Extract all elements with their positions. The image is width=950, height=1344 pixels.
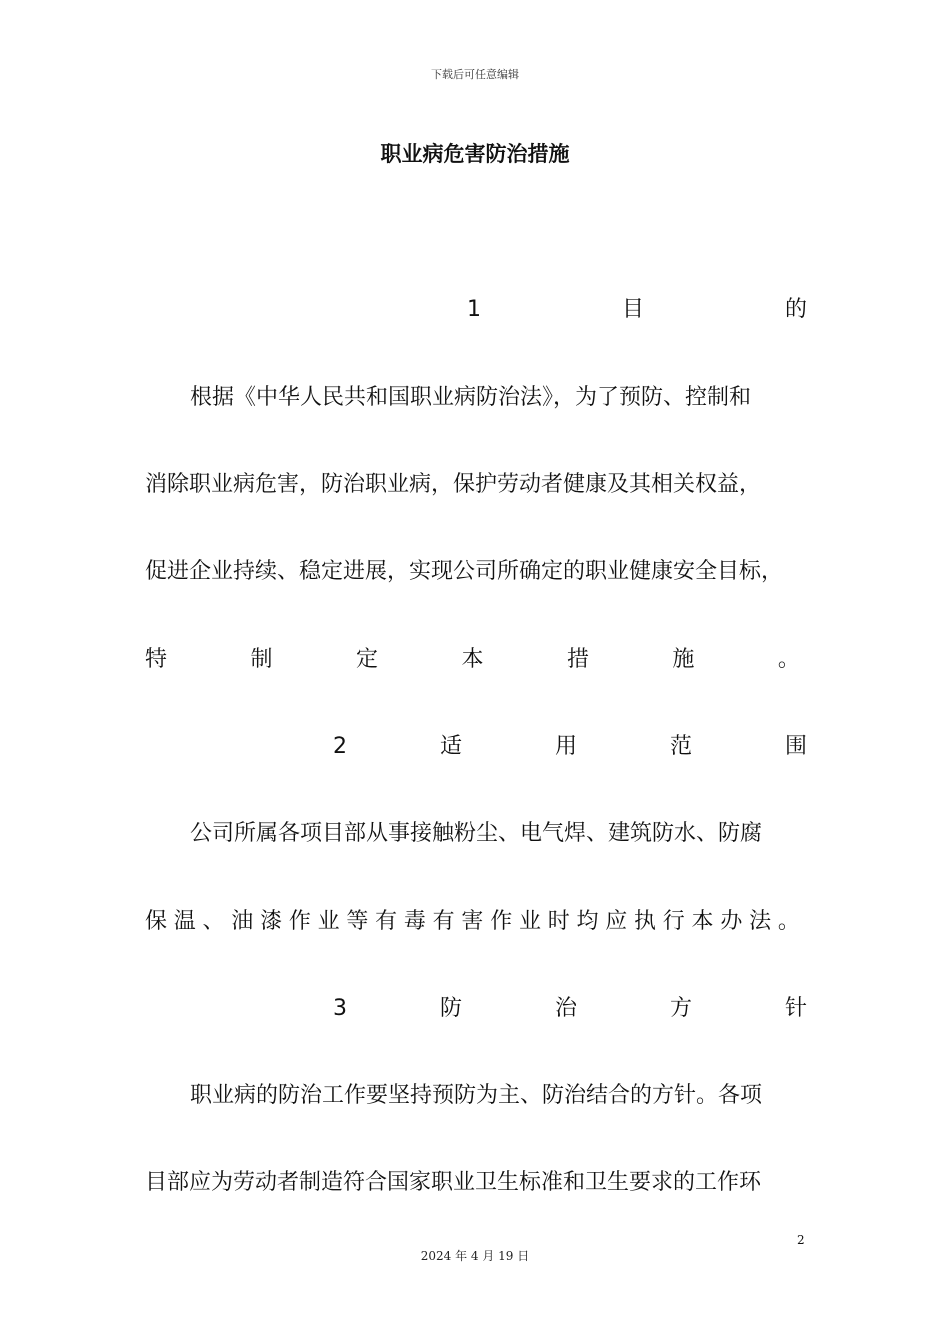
heading-char: 针 [784, 996, 807, 1021]
heading-char: 防 [439, 996, 462, 1021]
char: 温 [173, 909, 196, 934]
char: 行 [662, 909, 685, 934]
char: 作 [490, 909, 513, 934]
paragraph-line: 根据《中华人民共和国职业病防治法》，为了预防、控制和 [190, 385, 752, 410]
paragraph-line-justified [145, 646, 800, 674]
char: 有 [432, 909, 455, 934]
paragraph-line-justified [145, 908, 800, 936]
section-heading-3 [333, 995, 807, 1023]
section-number: 3 [333, 996, 347, 1021]
heading-char: 围 [784, 734, 807, 759]
char: 毒 [403, 909, 426, 934]
char: 作 [288, 909, 311, 934]
section-number: 2 [333, 734, 347, 759]
page-number: 2 [797, 1233, 805, 1247]
char: 本 [691, 909, 714, 934]
page-header: 下载后可任意编辑 [431, 68, 519, 81]
section-number: 1 [467, 297, 481, 322]
paragraph-line: 消除职业病危害，防治职业病，保护劳动者健康及其相关权益， [145, 472, 762, 497]
char: 特 [145, 647, 168, 672]
char: 等 [346, 909, 369, 934]
paragraph-line: 公司所属各项目部从事接触粉尘、电气焊、建筑防水、防腐 [190, 821, 763, 846]
section-heading-1 [467, 296, 807, 324]
heading-char: 治 [554, 996, 577, 1021]
char: 业 [317, 909, 340, 934]
heading-char: 目 [621, 297, 644, 322]
char: 本 [461, 647, 484, 672]
char: 办 [720, 909, 743, 934]
paragraph-line: 促进企业持续、稳定进展，实现公司所确定的职业健康安全目标， [145, 559, 784, 584]
footer-date: 2024 年 4 月 19 日 [420, 1249, 530, 1263]
char: 制 [250, 647, 273, 672]
paragraph-line: 目部应为劳动者制造符合国家职业卫生标准和卫生要求的工作环 [145, 1170, 762, 1195]
char: 措 [566, 647, 589, 672]
char: 应 [605, 909, 628, 934]
paragraph-line: 职业病的防治工作要坚持预防为主、防治结合的方针。各项 [190, 1083, 763, 1108]
char: 均 [576, 909, 599, 934]
char: 执 [634, 909, 657, 934]
char: 漆 [260, 909, 283, 934]
heading-char: 适 [439, 734, 462, 759]
heading-char: 方 [669, 996, 692, 1021]
document-title: 职业病危害防治措施 [380, 142, 570, 166]
char: 时 [547, 909, 570, 934]
char: 。 [777, 909, 800, 934]
char: 有 [375, 909, 398, 934]
heading-char: 的 [784, 297, 807, 322]
char: 油 [231, 909, 254, 934]
char: 害 [461, 909, 484, 934]
char: 施 [672, 647, 695, 672]
char: 法 [749, 909, 772, 934]
section-heading-2 [333, 733, 807, 761]
heading-char: 范 [669, 734, 692, 759]
heading-char: 用 [554, 734, 577, 759]
char: 、 [202, 909, 225, 934]
char: 业 [518, 909, 541, 934]
char: 。 [777, 647, 800, 672]
char: 保 [145, 909, 168, 934]
char: 定 [355, 647, 378, 672]
